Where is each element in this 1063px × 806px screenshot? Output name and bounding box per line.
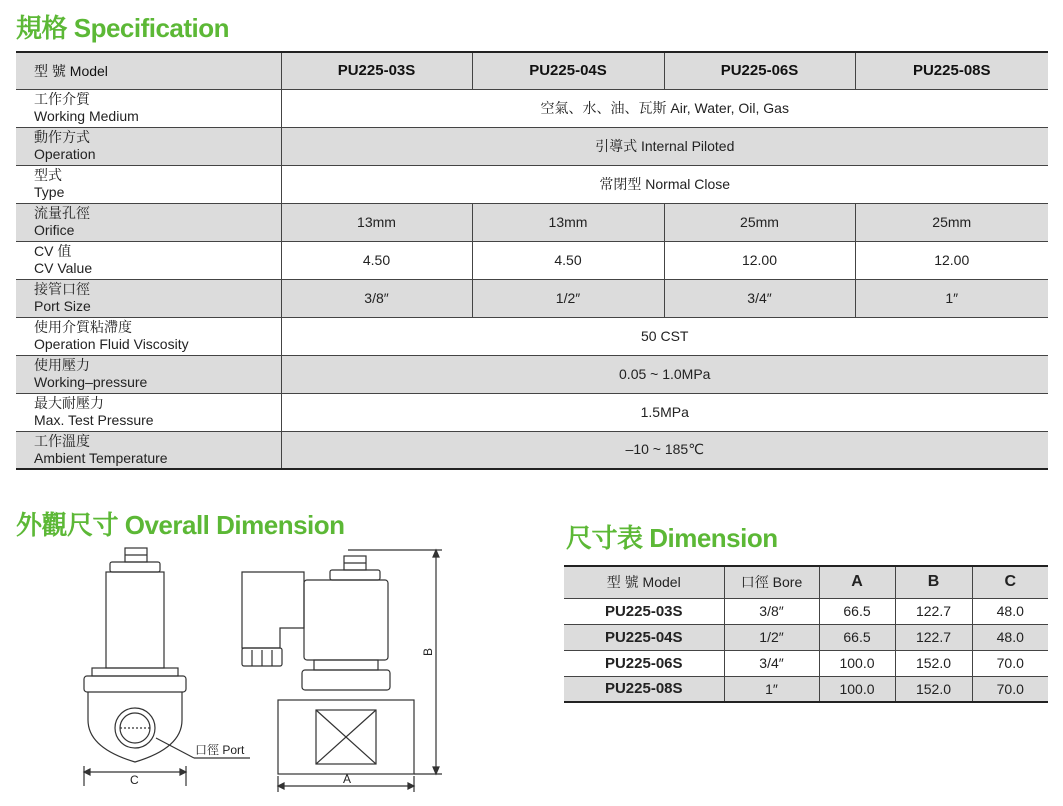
model-header: PU225-03S — [281, 52, 472, 89]
spec-row-type — [16, 165, 1048, 203]
dim-a-label: A — [343, 772, 352, 786]
spec-value: 50 CST — [281, 317, 1048, 355]
spec-value: 25mm — [855, 203, 1048, 241]
spec-value: 1″ — [855, 279, 1048, 317]
dim-header-bore: 口徑 Bore — [724, 566, 819, 598]
spec-row-cv-value — [16, 241, 1048, 279]
dim-bore: 1″ — [724, 676, 819, 702]
spec-value: 3/8″ — [281, 279, 472, 317]
model-header-label: 型 號 Model — [16, 52, 281, 89]
spec-value: 4.50 — [281, 241, 472, 279]
spec-row-orifice — [16, 203, 1048, 241]
spec-row-label: 流量孔徑 Orifice — [16, 203, 281, 241]
spec-value: 13mm — [472, 203, 664, 241]
spec-row-label: 型式 Type — [16, 165, 281, 203]
spec-value: 3/4″ — [664, 279, 855, 317]
overall-dimension-drawing — [70, 540, 460, 792]
dim-b: 122.7 — [895, 598, 972, 624]
dim-model: PU225-04S — [564, 624, 724, 650]
dim-model: PU225-03S — [564, 598, 724, 624]
spec-value: 1/2″ — [472, 279, 664, 317]
dimension-row — [564, 598, 1048, 624]
spec-row-operation — [16, 127, 1048, 165]
spec-row-max-test-pressure — [16, 393, 1048, 431]
model-header: PU225-04S — [472, 52, 664, 89]
spec-value: –10 ~ 185℃ — [281, 431, 1048, 469]
spec-value: 4.50 — [472, 241, 664, 279]
spec-row-label: 使用壓力 Working–pressure — [16, 355, 281, 393]
spec-value: 12.00 — [855, 241, 1048, 279]
dim-bore: 1/2″ — [724, 624, 819, 650]
spec-value: 空氣、水、油、瓦斯 Air, Water, Oil, Gas — [281, 89, 1048, 127]
spec-header-row — [16, 52, 1048, 89]
dim-c: 48.0 — [972, 624, 1048, 650]
dim-c-label: C — [130, 773, 139, 787]
dim-model: PU225-06S — [564, 650, 724, 676]
spec-row-label: 動作方式 Operation — [16, 127, 281, 165]
dim-a: 100.0 — [819, 650, 895, 676]
spec-value: 25mm — [664, 203, 855, 241]
spec-heading: 規格 Specification — [16, 13, 230, 43]
valve-front-view — [84, 548, 250, 787]
spec-row-label: 接管口徑 Port Size — [16, 279, 281, 317]
spec-row-working-medium — [16, 89, 1048, 127]
dimension-heading: 尺寸表 Dimension — [566, 523, 778, 553]
dim-b: 152.0 — [895, 676, 972, 702]
dim-header-c: C — [972, 566, 1048, 598]
spec-row-viscosity — [16, 317, 1048, 355]
valve-side-view — [242, 550, 442, 792]
dim-c: 70.0 — [972, 676, 1048, 702]
overall-dimension-heading: 外觀尺寸 Overall Dimension — [16, 510, 345, 540]
dimension-row — [564, 624, 1048, 650]
spec-row-port-size — [16, 279, 1048, 317]
dimension-row — [564, 650, 1048, 676]
dim-a: 66.5 — [819, 598, 895, 624]
dimension-table — [564, 565, 1048, 703]
dim-header-b: B — [895, 566, 972, 598]
spec-row-label: 使用介質粘滯度 Operation Fluid Viscosity — [16, 317, 281, 355]
dim-a: 66.5 — [819, 624, 895, 650]
dim-bore: 3/4″ — [724, 650, 819, 676]
dimension-row — [564, 676, 1048, 702]
dimension-header-row — [564, 566, 1048, 598]
spec-table — [16, 51, 1048, 470]
dim-bore: 3/8″ — [724, 598, 819, 624]
dim-c: 70.0 — [972, 650, 1048, 676]
spec-row-working-pressure — [16, 355, 1048, 393]
dim-b-label: B — [421, 647, 435, 656]
spec-value: 12.00 — [664, 241, 855, 279]
spec-row-ambient-temperature — [16, 431, 1048, 469]
model-header: PU225-08S — [855, 52, 1048, 89]
model-header: PU225-06S — [664, 52, 855, 89]
spec-value: 常閉型 Normal Close — [281, 165, 1048, 203]
dim-model: PU225-08S — [564, 676, 724, 702]
spec-value: 0.05 ~ 1.0MPa — [281, 355, 1048, 393]
dim-a: 100.0 — [819, 676, 895, 702]
dim-header-model: 型 號 Model — [564, 566, 724, 598]
dim-c: 48.0 — [972, 598, 1048, 624]
spec-row-label: 工作溫度 Ambient Temperature — [16, 431, 281, 469]
port-label: 口徑 Port — [195, 743, 245, 757]
dim-b: 152.0 — [895, 650, 972, 676]
spec-value: 引導式 Internal Piloted — [281, 127, 1048, 165]
spec-row-label: CV 值 CV Value — [16, 241, 281, 279]
spec-row-label: 工作介質 Working Medium — [16, 89, 281, 127]
spec-value: 13mm — [281, 203, 472, 241]
dim-b: 122.7 — [895, 624, 972, 650]
spec-row-label: 最大耐壓力 Max. Test Pressure — [16, 393, 281, 431]
dim-header-a: A — [819, 566, 895, 598]
spec-value: 1.5MPa — [281, 393, 1048, 431]
